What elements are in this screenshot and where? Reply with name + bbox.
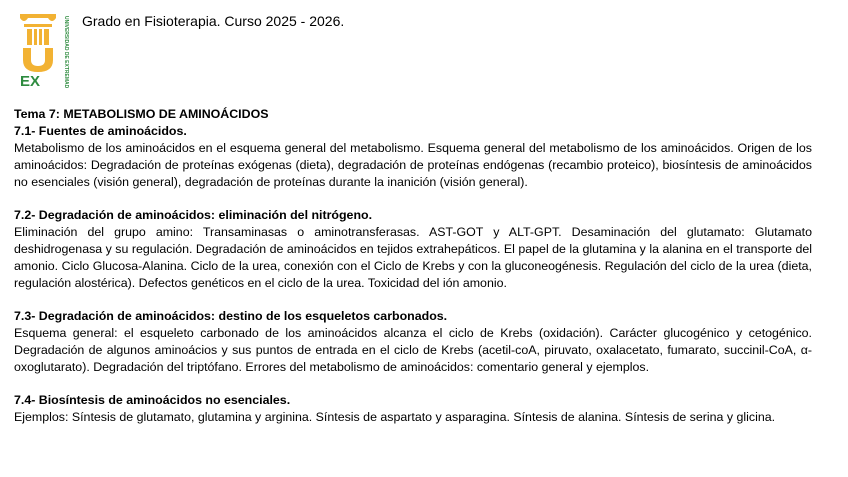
section-title: 7.1- Fuentes de aminoácidos. (14, 124, 187, 138)
section-7-4 (14, 392, 812, 426)
section-body: Esquema general: el esqueleto carbonado de los aminoácidos alcanza el ciclo de Krebs (oxidación). Carácter glucogénico y cetogénico. Degradación de algunos aminoácios y sus puntos de entrada en el ciclo de Krebs (acetil-coA, piruvato, oxalacetato, fumarato, succinil-CoA, α-oxoglutarato). Degradación del triptófano. Errores del metabolismo de aminoácidos: comentario general y ejemplos. (14, 326, 812, 374)
section-7-1 (14, 123, 812, 191)
svg-text:EX: EX (20, 73, 41, 88)
section-title: 7.2- Degradación de aminoácidos: eliminación del nitrógeno. (14, 208, 373, 222)
topic-title: Tema 7: METABOLISMO DE AMINOÁCIDOS (14, 107, 269, 121)
syllabus-content (14, 106, 812, 426)
section-7-3 (14, 308, 812, 376)
section-body: Eliminación del grupo amino: Transaminasas o aminotransferasas. AST-GOT y ALT-GPT. Desaminación del glutamato: Glutamato deshidrogenasa y su regulación. Degradación de aminoácidos en tejidos extrahepáticos. El papel de la glutamina y la alanina en el transporte del amonio. Ciclo Glucosa-Alanina. Ciclo de la urea, conexión con el Ciclo de Krebs y con la gluconeogénesis. Regulación del ciclo de la urea (dieta, regulación alostérica). Defectos genéticos en el ciclo de la urea. Toxicidad del ión amonio. (14, 225, 812, 290)
section-body: Ejemplos: Síntesis de glutamato, glutamina y arginina. Síntesis de aspartato y asparagina. Síntesis de alanina. Síntesis de serina y glicina. (14, 410, 776, 424)
section-title: 7.3- Degradación de aminoácidos: destino de los esqueletos carbonados. (14, 309, 448, 323)
course-header: Grado en Fisioterapia. Curso 2025 - 2026. (82, 13, 345, 29)
section-7-2 (14, 207, 812, 292)
uex-logo-icon (16, 12, 72, 88)
section-title: 7.4- Biosíntesis de aminoácidos no esenciales. (14, 393, 291, 407)
university-logo (16, 12, 72, 88)
section-body: Metabolismo de los aminoácidos en el esquema general del metabolismo. Esquema general del metabolismo de los aminoácidos. Origen de los aminoácidos: Degradación de proteínas exógenas (dieta), degradación de proteínas endógenas (recambio proteico), biosíntesis de aminoácidos no esenciales (visión general), degradación de proteínas durante la inanición (visión general). (14, 141, 812, 189)
svg-text:UNIVERSIDAD DE EXTREMADURA: UNIVERSIDAD DE EXTREMADURA (63, 16, 69, 88)
